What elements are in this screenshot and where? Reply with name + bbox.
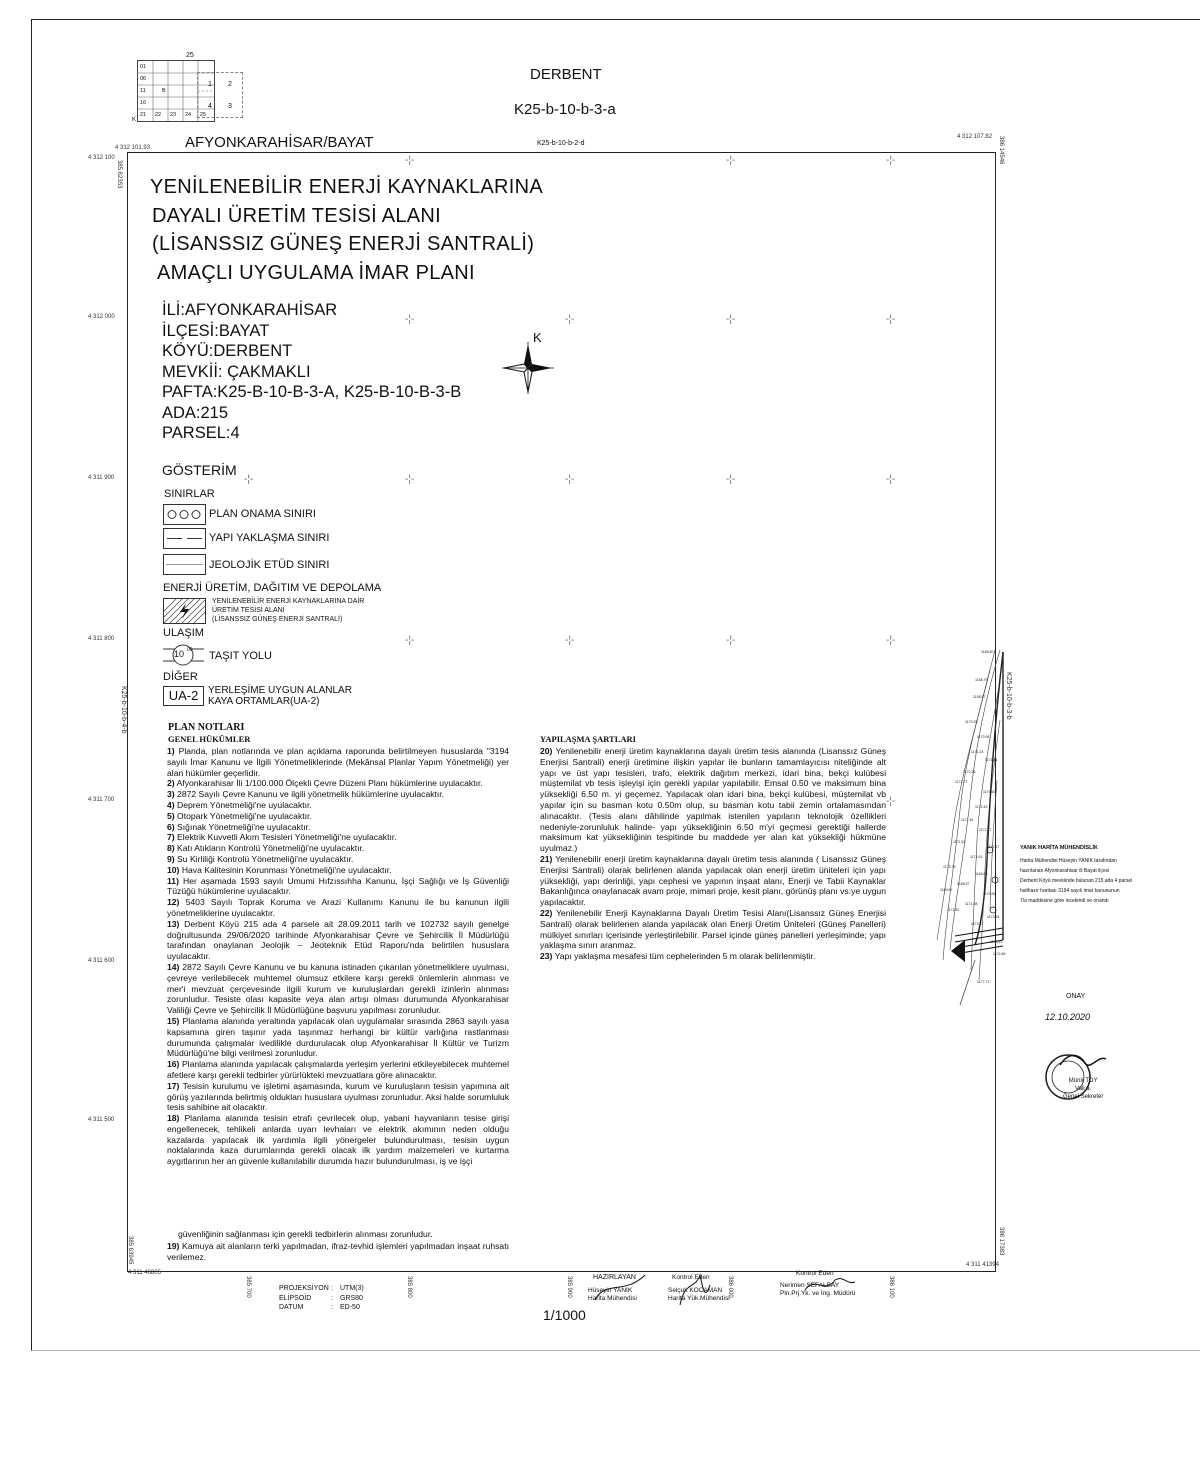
info-il: İLİ:AFYONKARAHİSAR — [162, 301, 338, 319]
kontrol2-title: Pln.Prj.Yk. ve İng. Müdürü — [780, 1290, 856, 1297]
legend-enerji-heading: ENERJİ ÜRETİM, DAĞITIM VE DEPOLAMA — [163, 582, 382, 594]
coord-left-tick: 4 311 700 — [88, 797, 115, 803]
grid-cross: -¦- — [726, 474, 736, 485]
index-cell: 16 — [140, 100, 147, 106]
road-number-sup: 00 — [187, 647, 193, 653]
note-19 — [167, 1241, 509, 1263]
coord-left-tick: 4 311 500 — [88, 1117, 115, 1123]
legend-ulasim: ULAŞIM — [163, 627, 204, 639]
note-text: Yapı yaklaşma mesafesi tüm cephelerinden 5 m olarak belirlenmiştir. — [554, 951, 816, 962]
note-text: Planda, plan notlarında ve plan açıklama raporunda belirtilmeyen hususlarda "3194 sayılı İmar Kanunu ve İlgili Yönetmeliklerinde (Mekânsal Planlar Yapım Yönetmeliği) yer alan hükümler geçerlidir. — [167, 746, 510, 778]
index-cell: 25 — [200, 112, 207, 118]
elevation-label: 1171.08 — [965, 902, 978, 906]
plan-note-item — [540, 746, 886, 854]
kontrol-name: Selçuk KOCAMAN — [668, 1287, 723, 1294]
elevation-label: 1170.98 — [977, 735, 990, 739]
coord-top-right: 4 312 107.82 — [957, 134, 993, 140]
location-name: DERBENT — [530, 66, 602, 83]
plan-scale: 1/1000 — [543, 1307, 586, 1323]
coord-top-left: 4 312 101.93 — [115, 145, 151, 151]
plan-note-item — [167, 1113, 509, 1167]
enerji-tesis-symbol — [163, 598, 206, 624]
plan-note-item — [167, 876, 509, 898]
note-text: Deprem Yönetmeliği'ne uyulacaktır. — [177, 799, 312, 810]
note-number: 3) — [167, 789, 175, 800]
top-neighbor-sheet: K25-b-10-b-2-d — [537, 140, 585, 147]
plan-title-line4: AMAÇLI UYGULAMA İMAR PLANI — [157, 262, 475, 284]
plan-note-item — [167, 1059, 509, 1081]
plan-note-item — [167, 1016, 509, 1059]
plan-note-item — [167, 897, 509, 919]
legend-diger: DİĞER — [163, 671, 198, 683]
elevation-label: 1172.61 — [947, 908, 960, 912]
grid-cross: -¦- — [405, 635, 415, 646]
index-cell: 22 — [155, 112, 162, 118]
yapi-yaklasma-symbol — [163, 528, 206, 549]
plan-note-item — [167, 854, 509, 865]
note-number: 22) — [540, 907, 553, 918]
note-number: 6) — [167, 821, 175, 832]
grid-cross: -¦- — [405, 155, 415, 166]
index-subgrid — [197, 72, 243, 118]
plan-note-item — [167, 843, 509, 854]
note-number: 17) — [167, 1080, 180, 1091]
legend-jeolojik: JEOLOJİK ETÜD SINIRI — [209, 559, 330, 571]
elevation-label: 1172.26 — [963, 770, 976, 774]
index-cell: 01 — [140, 64, 147, 70]
side-note-line: Harita Mühendisi Hüseyin YANIK tarafından — [1020, 858, 1117, 864]
plan-note-item — [167, 919, 509, 962]
note-number: 11) — [167, 875, 179, 886]
elevation-label: 1168.79 — [975, 678, 988, 682]
info-koy: KÖYÜ:DERBENT — [162, 342, 293, 360]
info-mevki: MEVKİİ: ÇAKMAKLI — [162, 362, 311, 381]
datum-label: DATUM — [279, 1304, 304, 1311]
plan-note-item — [167, 832, 509, 843]
note-number: 1) — [167, 746, 175, 756]
yapi-yaklasma-line-icon — [164, 529, 205, 548]
note-number: 7) — [167, 832, 175, 843]
coord-bottom-tick: 385 800 — [406, 1276, 412, 1298]
map-elevation-labels — [935, 640, 1005, 1010]
info-ilce: İLÇESİ:BAYAT — [162, 321, 270, 340]
coord-left-tick: 4 311 600 — [88, 958, 115, 964]
plan-note-item — [540, 854, 886, 908]
elevation-label: 1171.77 — [979, 828, 992, 832]
elevation-label: 1171.77 — [955, 780, 968, 784]
legend-ua-text — [208, 685, 352, 707]
plan-onama-symbol — [163, 504, 206, 525]
plan-note-item — [167, 865, 509, 876]
note-number: 8) — [167, 843, 175, 854]
elevation-label: 1171.52 — [953, 840, 966, 844]
grid-cross: -¦- — [886, 635, 896, 646]
note-text: 5403 Sayılı Toprak Koruma ve Arazi Kullanımı Kanunu ile bu kanunun ilgili yönetmeliklerine uyulacaktır. — [167, 897, 509, 918]
index-cell: 24 — [185, 112, 192, 118]
ellipsoid-label: ELİPSOİD — [279, 1294, 312, 1302]
signatures-icon — [585, 1270, 865, 1310]
index-sub-cell: 1 — [208, 81, 212, 88]
coord-right-vertical: 386 14546 — [998, 136, 1004, 165]
note-text: Planlama alanında tesisin etrafı çevrilecek olup, yabani hayvanların tesise girişi engellenecek, tehlikeli anlarda uyarı levhaları ve elektrik akımının neden olduğu kazalarda yapılacak ilk yardımla ilgili yönergeler bulundurulması, tesisin uygun noktalarında kaza durumlarında gerekli olacak ilk yardım malzemeleri ve kurtarma aygıtlarının her an güvenle kullanılabilir durumda hazır bulundurulması, iş ve işçi — [167, 1113, 509, 1167]
index-sub-cell: 4 — [208, 103, 212, 110]
coord-left-vertical: 385 63945 — [127, 1236, 133, 1265]
plan-onama-line-icon — [164, 505, 205, 524]
note-text: Sığınak Yönetmeliği'ne uyulacaktır. — [177, 821, 311, 832]
onay-label: ONAY — [1066, 993, 1086, 1000]
coord-right-vertical: 386 17383 — [998, 1227, 1004, 1256]
plan-note-item — [540, 951, 886, 962]
note-text: Kamuya ait alanların terki yapılmadan, ifraz-tevhid işlemleri yapılmadan inşaat ruhsatı verilemez. — [167, 1241, 509, 1262]
hazirlayan-title: Harita Mühendisi — [588, 1295, 637, 1302]
plan-note-item — [167, 789, 509, 800]
index-corner-letter: K — [132, 117, 137, 123]
onay-date: 12.10.2020 — [1045, 1012, 1091, 1022]
coord-bottom-tick: 386 100 — [888, 1276, 894, 1298]
index-cell: B — [162, 88, 166, 94]
index-sub-cell: 2 — [228, 81, 232, 88]
coord-bottom-left: 4 311 46805 — [128, 1270, 161, 1276]
index-cell: 06 — [140, 76, 147, 82]
grid-cross: -¦- — [565, 314, 575, 325]
elevation-label: 1169.65 — [975, 872, 988, 876]
note-text: Yenilenebilir Enerji Kaynaklarına Dayalı Üretim Tesisi Alanı(Lisanssız Güneş Enerjisi Santrali) olarak belirlenen alanda yapılacak olan Enerji Üretim Üniteleri (Güneş Panelleri) mülkiyet sınırları içerisinde yerleştirilebilir. Parsel içinde güneş panelleri yerleşiminde; yapı yaklaşma sınırı aranmaz. — [540, 907, 886, 951]
solar-hatch-icon — [164, 599, 205, 623]
province-district: AFYONKARAHİSAR/BAYAT — [185, 134, 374, 151]
legend-enerji-line: ÜRETİM TESİSİ ALANI — [212, 607, 285, 614]
grid-cross: -¦- — [405, 314, 415, 325]
right-neighbor-sheet: K25-b-10-b-3-b — [1005, 672, 1012, 720]
note-number: 20) — [540, 746, 553, 756]
elevation-label: 1171.46 — [961, 818, 974, 822]
projection-label: PROJEKSİYON — [279, 1285, 329, 1292]
note-text: Planlama alanında yeraltında yapılacak olan uygulamalar sırasında 2863 sayılı yasa kapsamına giren taşınır yada taşınmaz herhangi bir kültür varlığına rastlanması durumunda çalışmalar ivedilikle durdurulacak olup Afyonkarahisar İl Kültür ve Turizm Müdürlüğü'ne bilgi verilmesi zorunludur. — [167, 1015, 510, 1059]
note-text: Afyonkarahisar İli 1/100.000 Ölçekli Çevre Düzeni Planı hükümlerine uyulacaktır. — [176, 778, 483, 789]
plan-note-item — [167, 778, 509, 789]
side-note-body — [1020, 856, 1132, 906]
stamp-text — [1063, 1077, 1103, 1101]
grid-cross: -¦- — [726, 155, 736, 166]
stamp-line: Münir TOY — [1068, 1078, 1098, 1084]
elevation-label: 1173.94 — [987, 915, 1000, 919]
note-number: 12) — [167, 897, 180, 908]
general-notes-list — [167, 746, 509, 1167]
legend-heading: GÖSTERİM — [162, 462, 237, 478]
hazirlayan-name: Hüseyin YANIK — [588, 1287, 633, 1294]
note-number: 5) — [167, 810, 175, 821]
elevation-label: 1172.37 — [971, 922, 984, 926]
stamp-line: Genel Sekreter — [1063, 1094, 1104, 1100]
elevation-label: 1171.24 — [971, 750, 984, 754]
legend-enerji-line: YENİLENEBİLİR ENERJİ KAYNAKLARINA DAİR — [212, 598, 365, 605]
yapilasma-notes-list — [540, 746, 886, 962]
plan-note-item — [167, 746, 509, 778]
colon: : — [331, 1285, 333, 1292]
ua2-code-box: UA-2 — [163, 686, 204, 706]
plan-info — [162, 300, 461, 444]
elevation-label: 1173.51 — [990, 940, 1003, 944]
jeolojik-symbol — [163, 554, 206, 575]
note-text: Tesisin kurulumu ve işletimi aşamasında, kurum ve kuruluşların tesisin yapımına ait görüş yazılarında belirtmiş oldukları hususlara uyulması zorunludur. Aksi halde sorumluluk tesis sahibine ait olacaktır. — [167, 1080, 510, 1113]
plan-title-line1: YENİLENEBİLİR ENERJİ KAYNAKLARINA — [150, 176, 543, 198]
index-cell: 23 — [170, 112, 177, 118]
plan-note-item — [167, 811, 509, 822]
grid-cross: -¦- — [565, 474, 575, 485]
legend-enerji-text — [212, 597, 364, 624]
coord-bottom-tick: 385 900 — [566, 1276, 572, 1298]
jeolojik-line-icon — [164, 555, 205, 574]
legend-plan-onama: PLAN ONAMA SINIRI — [209, 508, 316, 520]
note-number: 9) — [167, 853, 175, 864]
note-text: Planlama alanında yapılacak çalışmalarda yerleşim yerlerini etkileyebilecek muhtemel afetlere karşı gerekli tedbirler yürürlükteki mevzuatlara göre alınacaktır. — [167, 1059, 509, 1080]
projection-labels — [279, 1284, 329, 1313]
left-neighbor-sheet: K25-b-10-b-4-b — [120, 686, 127, 734]
datum-value: ED-50 — [340, 1304, 360, 1311]
elevation-label: 1168.97 — [957, 882, 970, 886]
note-number: 23) — [540, 951, 553, 962]
projection-value: UTM(3) — [340, 1285, 364, 1292]
index-top-number: 25 — [186, 52, 194, 59]
coord-left-vertical: 385 62353 — [116, 160, 122, 189]
note-number: 2) — [167, 778, 175, 789]
note-number: 21) — [540, 853, 553, 864]
coord-left-tick: 4 312 000 — [88, 314, 115, 320]
note-18-end: güvenliğinin sağlanması için gerekli tedbirlerin alınması zorunludur. — [178, 1229, 433, 1239]
coord-bottom-right: 4 311 41394 — [966, 1262, 999, 1268]
note-text: Her aşamada 1593 sayılı Umumi Hıfzıssıhha Kanunu, İşçi Sağlığı ve İş Güvenliği Tüzüğü hükümlerine uyulacaktır. — [167, 875, 510, 897]
coord-left-tick: 4 311 800 — [88, 636, 115, 642]
tasit-yolu-symbol — [163, 643, 204, 667]
plan-title-line2: DAYALI ÜRETİM TESİSİ ALANI — [152, 205, 441, 227]
sheet-code: K25-b-10-b-3-a — [514, 101, 616, 118]
plan-note-item — [167, 1081, 509, 1113]
north-arrow-icon — [502, 342, 554, 394]
plan-note-item — [167, 800, 509, 811]
elevation-label: 1172.43 — [975, 805, 988, 809]
north-label: K — [533, 330, 542, 345]
elevation-label: 1170.35 — [965, 720, 978, 724]
grid-cross: -¦- — [565, 635, 575, 646]
notes-heading: PLAN NOTLARI — [168, 722, 245, 733]
ellipsoid-value: GRS80 — [340, 1294, 363, 1302]
side-note-heading: YANIK HARİTA MÜHENDİSLİK — [1020, 845, 1099, 851]
grid-cross: -¦- — [886, 314, 896, 325]
grid-cross: -¦- — [886, 155, 896, 166]
grid-cross: -¦- — [886, 474, 896, 485]
legend-sinirlar: SINIRLAR — [164, 488, 215, 500]
coord-bottom-tick: 386 000 — [727, 1276, 733, 1298]
note-number: 19) — [167, 1241, 180, 1251]
info-ada: ADA:215 — [162, 403, 229, 422]
kontrol2-heading: Kontrol Eden — [796, 1270, 834, 1277]
note-text: Derbent Köyü 215 ada 4 parsele ait 28.09.2011 tarih ve 102732 sayılı genelge doğrultusunda 29/06/2020 tarihinde Afyonkarahisar Çevre ve Şehircilik İl Müdürlüğü tarafından onaylanan Jeolojik – Jeoteknik Etüd Raporu'nda belirtilen hususlara uyulacaktır. — [167, 918, 509, 962]
kontrol-heading: Kontrol Eden — [672, 1274, 710, 1281]
note-text: Katı Atıkların Kontrolü Yönetmeliği'ne uyulacaktır. — [177, 843, 365, 854]
note-text: Yenilenebilir enerji üretim kaynaklarına dayalı üretim tesis alanında ( Lisanssız Güneş Enerjisi Santrali) olarak belirlenen alanda yapılacak olan enerji üretim üniteleri için yapı yüksekliği, yapı derinliği, yapı cephesi ve yapının inşaat alanı, Enerji ve Tabii Kaynaklar Bakanlığınca onaylanacak avam proje, mimari proje, kesit planı, görünüş planı vs.ye uygun yapılacaktır. — [540, 853, 886, 908]
legend-ua-line: KAYA ORTAMLAR(UA-2) — [208, 696, 320, 707]
projection-values — [340, 1284, 364, 1313]
note-number: 16) — [167, 1059, 180, 1070]
hazirlayan-heading: HAZIRLAYAN — [593, 1274, 636, 1281]
colon: : — [331, 1304, 333, 1311]
elevation-label: 1168.80 — [981, 650, 994, 654]
elevation-label: 1170.60 — [983, 790, 996, 794]
stamp-line: Vali a. — [1075, 1086, 1092, 1092]
plan-note-item — [167, 962, 509, 1016]
legend-yapi-yaklasma: YAPI YAKLAŞMA SINIRI — [209, 532, 330, 544]
colon: : — [331, 1294, 333, 1302]
note-text: Hava Kalitesinin Korunması Yönetmeliği'ne uyulacaktır. — [181, 864, 392, 875]
coord-left-tick: 4 312 100 — [88, 155, 115, 161]
coord-left-tick: 4 311 900 — [88, 475, 115, 481]
kontrol2-name: Nerimen SEFALBAY — [780, 1282, 840, 1289]
kontrol-title: Harita Yük.Mühendisi — [668, 1295, 730, 1302]
projection-colons — [331, 1284, 333, 1313]
legend-tasit-yolu: TAŞIT YOLU — [209, 650, 272, 662]
elevation-label: 1174.65 — [993, 952, 1006, 956]
elevation-label: 1173.79 — [943, 865, 956, 869]
index-cell: 11 — [140, 88, 146, 94]
note-text: Yenilenebilir enerji üretim kaynaklarına dayalı üretim tesis alanında (Lisanssız Güneş Enerjisi Santrali) enerji üretimine ilişkin yapılar ile bunların tamamlayıcısı niteliğinde alt yapı ve üst yapı tesisleri, trafo, elektrik dağıtım merkezi, idari bina, bekçi kulübesi müştemilat vb tesis işleyişi için gerekli yapılar yapılabilir. Emsal 0.50 ve maksimum bina yüksekliği 6.50 m. yi geçemez. Yapılacak olan idari bina, bekçi kulübesi, müştemilat vb yapılar için su basman kotu 0.50m olup, su basman kotu tabii zemin ortalamasından alınacaktır. (Tesis alanı dâhilinde yapılmak istenilen yapıların teknolojik özellikleri nedeniyle-zorunluluk halinde- yapı yüksekliğinin 6.50 m'yi geçmesi gerektiği hallerde maksimum kat yüksekliğinin tespitinde bu maddede yer alan kat yüksekliği hükmüne uyulmaz.) — [540, 746, 886, 854]
elevation-label: 1168.57 — [973, 695, 986, 699]
note-text: Su Kirliliği Kontrolü Yönetmeliği'ne uyulacaktır. — [177, 853, 354, 864]
coord-bottom-tick: 385 700 — [245, 1276, 251, 1298]
note-number: 13) — [167, 918, 180, 929]
note-text: 2872 Sayılı Çevre Kanunu ve bu kanuna istinaden çıkarılan yönetmeliklere uyulması, çevreye verilebilecek muhtemel olumsuz etkilere karşı gerekli önlemlerin alınması ve mer'i mevzuat çerçevesinde ilgili kurum ve kuruluşlardan gerekli izinlerin alınması zorunludur. Tesiste olası kapasite veya alan artışı olması durumunda Afyonkarahisar Valiliği Çevre ve Şehircilik İl Müdürlüğüne başvuru yapılması zorunludur. — [167, 961, 509, 1016]
note-number: 18) — [167, 1113, 180, 1124]
note-number: 10) — [167, 864, 180, 875]
elevation-label: 1171.91 — [970, 855, 983, 859]
legend-ua-line: YERLEŞİME UYGUN ALANLAR — [208, 685, 352, 696]
road-number: 10 — [174, 649, 185, 659]
plan-note-item — [167, 822, 509, 833]
info-parsel: PARSEL:4 — [162, 424, 240, 442]
note-text: 2872 Sayılı Çevre Kanunu ve ilgili yönetmelik hükümlerine uyulacaktır. — [177, 789, 445, 800]
info-pafta: PAFTA:K25-B-10-B-3-A, K25-B-10-B-3-B — [162, 383, 462, 401]
side-note-line: Derbent Köyü mevkiinde bulunan 215 ada 4 parsel — [1020, 878, 1133, 884]
elevation-label: 1170.65 — [983, 892, 996, 896]
side-note-line: hazırlanan Afyonkarahisar ili Bayat ilçesi — [1020, 868, 1110, 874]
side-note-line: 7/a maddesine göre incelendi ve onandı — [1020, 898, 1109, 904]
yapilasma-heading: YAPILAŞMA ŞARTLARI — [540, 734, 636, 744]
legend-enerji-line: (LİSANSSIZ GÜNEŞ ENERJİ SANTRALİ) — [212, 616, 343, 623]
note-number: 14) — [167, 961, 180, 972]
grid-cross: -¦- — [726, 635, 736, 646]
elevation-label: 1172.17 — [987, 845, 1000, 849]
index-cell: 21 — [140, 112, 147, 118]
elevation-label: 1169.67 — [940, 888, 953, 892]
grid-cross: -¦- — [405, 474, 415, 485]
note-text: Elektrik Kuvvetli Akım Tesisleri Yönetmeliği'ne uyulacaktır. — [177, 832, 397, 843]
notes-subheading: GENEL HÜKÜMLER — [168, 734, 251, 744]
grid-cross: -¦- — [726, 314, 736, 325]
plan-note-item — [540, 908, 886, 951]
note-number: 15) — [167, 1015, 180, 1026]
index-sub-cell: 3 — [228, 103, 232, 110]
side-note-line: halihazır haritası 3194 sayılı imar kanununun — [1020, 888, 1120, 894]
elevation-label: 1177.72 — [977, 980, 990, 984]
plan-title-line3: (LİSANSSIZ GÜNEŞ ENERJİ SANTRALİ) — [152, 233, 535, 255]
grid-cross: -¦- — [244, 474, 254, 485]
grid-cross: -¦- — [886, 796, 896, 807]
note-text: Otopark Yönetmeliği'ne uyulacaktır. — [177, 810, 312, 821]
elevation-label: 1171.84 — [985, 758, 998, 762]
note-number: 4) — [167, 799, 175, 810]
